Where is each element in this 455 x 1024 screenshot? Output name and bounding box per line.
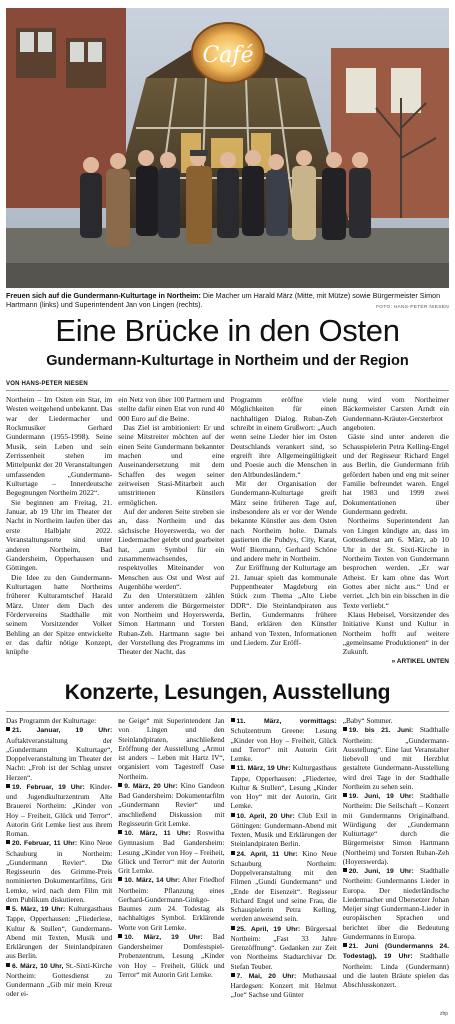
program-entry-text: Stadthalle Northeim: Die Seilschaft – Konzert mit Gundermanns Originalband. Würdigung der „Gundermann Kulturtage“ durch die Bürgermeister Simon Hartmann (Northeim) und Torsten Ruban-Zeh (Hoyerswerda). (342, 791, 449, 866)
program-entry-text: Roswitha Gymnasium Bad Gandersheim: Lesung „Kinder von Hoy – Freiheit, Glück und Terror“ mit der Autorin Grit Lemke. (118, 828, 225, 875)
program-entry-text: Kinder- und Jugendkulturzentrum Alte Brauerei Northeim: „Kinder von Hoy – Freiheit, Glück und Terror“. Autorin Grit Lemke liest aus ihrem Roman. (6, 781, 113, 838)
program-column-1 (6, 716, 112, 1016)
program-entry-date: 20. Februar, 11 Uhr: (12, 840, 78, 848)
program-entry (6, 716, 112, 725)
paragraph: Auf der anderen Seite streben sie an, dass Northeim und das sächsische Hoyerswerda, wo der Liedermacher gelebt und gearbeitet hat, „zum Symbol für ein zusammenwachsendes, respektvolles Miteinander von Menschen aus Ost und West auf Augenhöhe werden“. (118, 507, 225, 591)
program-entry-date: 10. März, 14 Uhr: (124, 877, 180, 885)
program-entry-date: 24. April, 11 Uhr: (236, 850, 298, 858)
program-entry-date: 11. März, vormittags: (236, 718, 337, 725)
program-entry (118, 781, 224, 828)
author-tag: zhp (439, 1011, 448, 1017)
program-entry-text: Kino Gandeon Bad Gandersheim: Dokumentarfilm „Gundermann Revier“ und anschließend Diskussion mit Regisseurin Grit Lemke. (118, 780, 225, 828)
program-entry (343, 791, 449, 866)
bullet-square-icon (343, 868, 347, 872)
program-entry-text: Stadthalle Northeim: Linda (Gundermann) und die lauten Bräute spielen das Abschlusskonzert. (342, 951, 449, 989)
program-entry (343, 725, 449, 791)
program-column-2 (118, 716, 224, 1016)
paragraph: Sie beginnen am Freitag, 21. Januar, ab 19 Uhr im Theater der Nacht in Northeim laufen über das erste Halbjahr 2022. Veranstaltungsorte sind unter anderen Northeim, Bad Gandersheim, Opperhausen und Göttingen. (6, 497, 113, 573)
article-column-2 (118, 395, 224, 675)
bullet-square-icon (343, 943, 347, 947)
bullet-square-icon (6, 963, 10, 967)
byline: VON HANS-PETER NIESEN (6, 381, 88, 387)
article-subhead: Gundermann-Kulturtage in Northeim und der Region (46, 353, 409, 369)
program-entry (231, 924, 337, 971)
program-entry (118, 932, 224, 979)
program-headline: Konzerte, Lesungen, Ausstellung (64, 681, 391, 704)
program-entry-text: Kulturgasthaus Tappe, Opperhausen: „Fliederlese, Kultur & Stullen“, Gundermann-Abend mit Texten, Musik und Erklärungen der Steinlandpiraten aus Berlin. (6, 904, 113, 961)
paragraph: Klaus Hebeisel, Vorsitzender des Initiative Kunst und Kultur in Northeim hofft auf weitere „gemeinsame Produktionen“ in der Zukunft. (342, 609, 449, 657)
bullet-square-icon (6, 906, 10, 910)
program-entry-text: Muthausaal Hardegsen: Konzert mit Helmut „Joe“ Sachse und Günter (230, 970, 337, 1000)
bullet-square-icon (231, 973, 235, 977)
bullet-square-icon (343, 727, 347, 731)
paragraph: nung wird vom Northeimer Bäckermeister Carsten Arndt ein Gundermann-Kräuter-Gersterbrot angeboten. (342, 395, 449, 433)
program-entry (343, 941, 449, 989)
bullet-square-icon (118, 783, 122, 787)
caption-text: Die Macher um Harald März (Mitte, mit Mütze) sowie Bürgermeister Simon Hartmann (links) und Superintendent Jan von Lingen (rechts). (6, 291, 441, 310)
program-entry-date: 21. Januar, 19 Uhr: (12, 727, 113, 735)
paragraph: Die Idee zu den Gundermann-Kulturtagen hatte Northeims früherer Kulturamtschef Harald März. Unter dem Dach des Fördervereins Stadthalle mit seinem Vorsitzender Volker Behling an der Spitze entwickelte er das daftir nötige Konzept, knüpfte (6, 572, 113, 657)
bullet-square-icon (118, 830, 122, 834)
program-entry-date: 20. Juni, 19 Uhr: (348, 868, 414, 875)
program-entry (231, 716, 337, 763)
program-entry (118, 828, 224, 875)
program-entry (118, 875, 224, 932)
program-entry-text: Bad Gandersheimer Domfestspiel-Probenzentrum, Lesung „Kinder von Hoy – Freiheit, Glück und Terror“ mit Autorin Grit Lemke. (118, 931, 225, 979)
bullet-square-icon (231, 926, 235, 930)
program-entry (6, 782, 112, 839)
program-entry (231, 811, 337, 849)
paragraph: ein Netz von über 100 Partnern und stellte dafür einen Etat von rund 40 000 Euro auf die Beine. (118, 395, 225, 423)
program-entry-text: Auftaktveranstaltung der „Gundermann Kulturtage“, Doppelveranstaltung im Theater der Nacht: „Froh ist der Schlag unsrer Herzen“. (6, 735, 113, 782)
caption-lead: Freuen sich auf die Gundermann-Kulturtage in Northeim: (6, 291, 201, 300)
paragraph: Northeim – Im Osten ein Star, im Westen weitgehend unbekannt. Das war der Liedermacher und Rockmusiker Gerhard Gundermann (1955-1998). Seine Musik, sein Leben und sein Zerrissenheit stehen im Mittelpunkt der 20 Veranstaltungen umfassenden „Gundermann-Kulturtage – Innerdeutsche Begegnungen Northeim 2022“. (6, 395, 113, 498)
program-entry-text: ne Geige“ mit Superintendent Jan von Lingen und den Steinlandpiraten, anschließend Eröffnung der Ausstellung „Armut ist anders – Leben mit Hartz IV“, organisiert vom Tagestreff Oase Northeim. (118, 716, 225, 781)
article-column-1 (6, 395, 112, 675)
program-entry-date: 10. März, 11 Uhr: (124, 830, 191, 837)
bullet-square-icon (231, 765, 235, 769)
program-entry (343, 716, 449, 725)
photo-illustration (6, 8, 449, 288)
program-entry-date: 9. März, 20 Uhr: (124, 782, 178, 790)
program-entry-date: 11. März, 19 Uhr: (236, 765, 291, 773)
article-headline: Eine Brücke in den Osten (55, 313, 400, 348)
program-entry-text: Stadthalle Northeim: „Gundermann-Ausstellung“. Eine laut Veranstalter liebevoll und mit Herzblut gestaltete Gundermann-Ausstellung wird drei Tage in der Stadthalle Northeim zu sehen sein. (342, 725, 449, 791)
program-entry (231, 763, 337, 810)
program-entry (118, 716, 224, 781)
program-entry-date: 19. Juni, 19 Uhr: (348, 793, 414, 800)
article-body (6, 395, 449, 675)
program-entry (6, 904, 112, 961)
paragraph: Zu den Unterstützern zählen unter anderem die Bürgermeister von Northeim und Hoyerswerda, Simon Hartmann und Torsten Ruban-Zeh. Hartmann sagte bei der Vorstellung des Programms im Theater der Nacht, das (118, 591, 225, 657)
article-column-4 (343, 395, 449, 675)
program-entry (6, 725, 112, 782)
program-entry (6, 961, 112, 999)
bullet-square-icon (231, 718, 235, 722)
program-entry (6, 838, 112, 904)
bullet-square-icon (118, 877, 122, 881)
program-entry-date: 10. April, 20 Uhr: (236, 812, 295, 820)
program-entry-date: 7. Mai, 20 Uhr: (236, 972, 297, 980)
program-entry (343, 866, 449, 941)
program-entry-text: Alter Friedhof Northeim: Pflanzung eines Gerhard-Gundermann-Ginkgo-Baumes zum 24. Todestag als nachhaltiges Symbol. Erklärende Worte von Grit Lemke. (118, 875, 225, 932)
program-entry-text: „Baby“ Sommer. (342, 716, 393, 725)
program-body (6, 716, 449, 1016)
program-entry-date: 6. März, 10 Uhr, (12, 962, 64, 970)
program-entry-text: Bürgersaal Northeim: „Fast 33 Jahre Grenzöffnung“. Gedanken zur Zeit von Northeims Stadtarchivar Dr. Stefan Teuber. (230, 923, 337, 971)
paragraph: Programm eröffne viele Möglichkeiten für einen nachhaltigen Dialog. Ruban-Zeh schreibt in einem Grußwort: „Auch wenn seine Lieder hier im Osten Deutschlands verankert sind, so ergreift ihre Allgemeingültigkeit und Poesie auch die Menschen in den Altbundesländern.“ (230, 395, 337, 479)
bullet-square-icon (6, 840, 10, 844)
program-entry (231, 849, 337, 924)
program-entry-text: Kulturgasthaus Tappe, Opperhausen: „Fliedertee, Kultur & Stullen“, Lesung „Kinder von Hoy“ mit der Autorin, Grit Lemke. (230, 763, 337, 811)
bullet-square-icon (343, 793, 347, 797)
program-entry-text: Kino Neue Schauburg Northeim: Doppelveranstaltung mit den Filmen „Gundi Gundermann“ und „Ende der Eisenzeit“. Regisseur Richard Engel und seine Frau, die Schauspielerin Petra Kelling, werden anwesend sein. (230, 848, 337, 924)
program-entry-text: Kino Neue Schauburg in Northeim: „Gundermann Revier“. Die Regisseurin des Grimme-Preis nominierten Dokumentarfilms, Grit Lemke, wird nach dem Film mit dem Publikum diskutieren. (6, 838, 113, 904)
bullet-square-icon (6, 727, 10, 731)
bullet-square-icon (6, 784, 10, 788)
program-entry-date: 19. Februar, 19 Uhr: (12, 783, 85, 791)
photo-credit: FOTO: HANS-PETER NIESEN (376, 305, 449, 311)
program-entry-text: Club Exil in Göttingen: Gundermann-Abend mit Texten, Musik und Erklärungen der Steinlandpiraten Berlin. (230, 810, 337, 849)
program-column-4 (343, 716, 449, 1016)
program-entry-date: 10. März, 19 Uhr: (124, 933, 203, 941)
program-entry-date: 21. Juni (Gundermanns 24. Todestag), 19 Uhr: (342, 943, 449, 961)
divider (6, 711, 449, 712)
program-entry-date: 19. bis 21. Juni: (348, 727, 414, 735)
program-entry-text: Das Programm der Kulturtage: (6, 716, 97, 725)
article-photo (6, 8, 449, 288)
program-entry-text: Schulzentrum Greene: Lesung „Kinder von Hoy – Freiheit, Glück und Terror“ mit Autorin Grit Lemke. (230, 726, 337, 763)
paragraph: Das Ziel ist ambitioniert: Er und seine Mitstreiter möchten auf der einen Seite Gundermann bekannter machen und eine Auseinandersetzung mit dem Schaffen des wegen seiner zeitweisen Stasi-Mitarbeit auch umstrittenen Künstlers ermöglichen. (118, 423, 225, 507)
bullet-square-icon (231, 813, 235, 817)
program-entry-date: 5. März, 19 Uhr: (12, 906, 66, 913)
program-entry-date: 25. April, 19 Uhr: (236, 925, 301, 933)
paragraph: Gäste sind unter anderen die Schauspielerin Petra Kelling-Engel und der Regisseur Richard Engel aus Berlin, die Gundermann früh gefördert haben und eng mit seiner Familie befreundet waren. Engel hat 1983 und 1999 zwei Dokumentationen über Gundermann gedreht. (342, 432, 449, 517)
continue-marker: » ARTIKEL UNTEN (391, 657, 449, 665)
bullet-square-icon (231, 851, 235, 855)
paragraph: Mit der Organisation der Gundermann-Kulturtage greift März seine früheren Tage auf, insbesondere als er vor der Wende bekannte Künstler aus dem Osten nach Northeim holte. Damals gastierten die Puhdys, City, Karat, Wolf Biermann, Gerhard Schöne und andere mehr in Northeim. (230, 479, 337, 563)
divider (6, 390, 449, 391)
program-entry-text: St.-Sixti-Kirche Northeim: Gottesdienst zu Gundermann „Gib mir mein Kreuz oder ei- (6, 960, 113, 999)
paragraph: Northeims Superintendent Jan von Lingen kündigte an, dass im Gottesdienst am 6. März, ab 10 Uhr in der St. Sixti-Kirche in Northeim Texten von Gundermann besprochen werden. „Er war Atheist. Er kam ohne das Wort Gottes aber nicht aus.“ Und er verriet. „Ich bin ein bisschen in die Texte verliebt.“ (342, 516, 449, 610)
program-column-3 (231, 716, 337, 1016)
cafe-sign: Café (202, 43, 254, 68)
bullet-square-icon (118, 934, 122, 938)
paragraph: Zur Eröffnung der Kulturtage am 21. Januar spielt das kommunale Puppentheater Magdeburg ein Stück zum Thema „Alte Liebe DDR“. Die Steinlandpiraten aus Berlin, Gundermanns frühere Band, erklären den Künstler anhand von Texten, Informationen und Liedern. Zur Eröff- (230, 563, 337, 647)
photo-caption (6, 291, 449, 312)
program-entry-text: Stadthalle Northeim: Gundermanns Lieder in Europa. Der niederländische Liedermacher und Übersetzer Johan Meijer singt Gundermann-Lieder in europäischen Sprachen und berichtet über die Bedeutung Gundermanns in Europa. (342, 866, 449, 941)
article-column-3 (231, 395, 337, 675)
program-entry (231, 971, 337, 1000)
